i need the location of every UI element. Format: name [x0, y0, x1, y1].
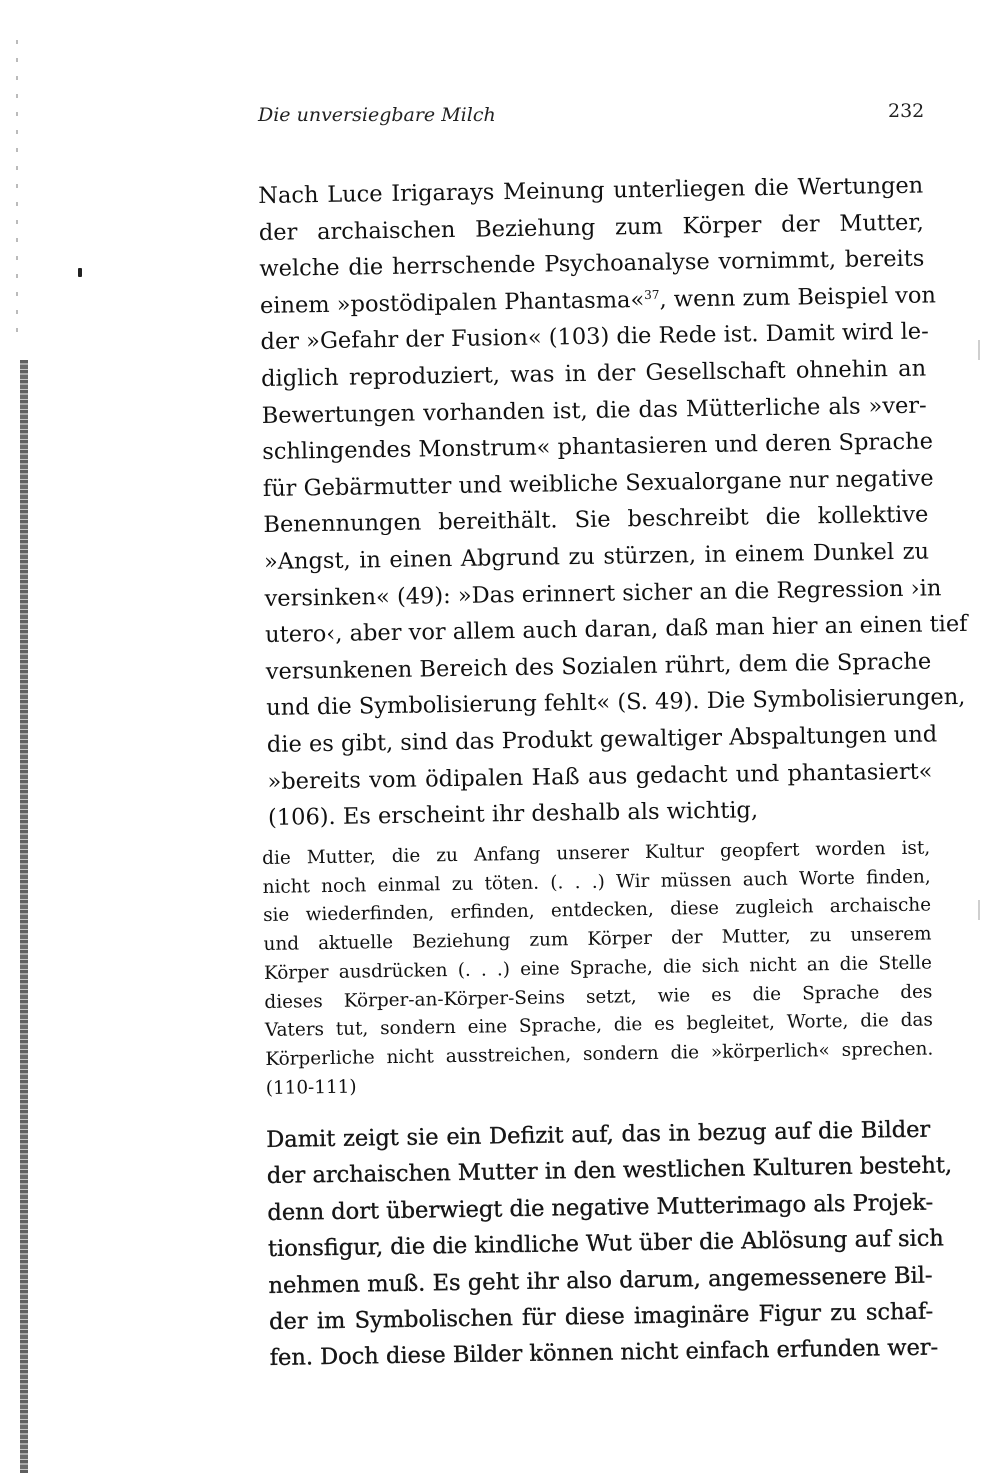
quote-line: Körperliche nicht ausstreichen, sondern die »körperlich« sprechen. — [265, 1038, 934, 1070]
text-line: für Gebärmutter und weibliche Sexualorgane nur negative — [262, 465, 934, 502]
text-line: Nach Luce Irigarays Meinung unterliegen die Wertungen — [258, 172, 924, 209]
text-line: und die Symbolisierung fehlt« (S. 49). Die Symbolisierungen, — [266, 684, 966, 722]
quote-line: Körper ausdrücken (. . .) eine Sprache, die sich nicht an die Stelle — [263, 952, 933, 984]
text-line: versinken« (49): »Das erinnert sicher an die Regression ›in — [264, 574, 942, 612]
block-quote — [262, 835, 934, 1104]
text-line: welche die herrschende Psychoanalyse vornimmt, bereits — [259, 245, 925, 283]
text-line: der archaischen Beziehung zum Körper der Mutter, — [258, 209, 924, 246]
text-line: fen. Doch diese Bilder können nicht einfach erfunden wer- — [269, 1334, 939, 1372]
quote-line: sie wiederfinden, erfinden, entdecken, diese zugleich archaische — [262, 894, 932, 927]
footnote-reference[interactable]: 37 — [644, 287, 660, 302]
text-line: schlingendes Monstrum« phantasieren und deren Sprache — [262, 428, 934, 466]
quote-line: die Mutter, die zu Anfang unserer Kultur geopfert worden ist, — [262, 837, 931, 869]
text-line: »bereits vom ödipalen Haß aus gedacht und phantasiert« — [267, 757, 933, 795]
text-line: diglich reproduziert, was in der Gesellschaft ohnehin an — [260, 355, 927, 392]
quote-line: und aktuelle Beziehung zum Körper der Mutter, zu unserem — [263, 923, 932, 956]
scan-binding-edge — [20, 360, 28, 1473]
scan-speck — [78, 268, 82, 277]
page-number: 232 — [888, 100, 925, 122]
text-line: der archaischen Mutter in den westlichen Kulturen besteht, — [266, 1152, 953, 1190]
scan-right-edge — [978, 60, 980, 1460]
text-line: »Angst, in einen Abgrund zu stürzen, in einem Dunkel zu — [263, 538, 930, 575]
text-line: versunkenen Bereich des Sozialen rührt, dem die Sprache — [265, 648, 932, 685]
text-line: Bewertungen vorhanden ist, die das Mütterliche als »ver- — [261, 392, 927, 429]
text-line: der im Symbolischen für diese imaginäre Figur zu schaf- — [268, 1298, 934, 1336]
text-line-end: , wenn zum Beispiel von — [659, 282, 937, 313]
continuation-paragraph — [266, 1112, 953, 1377]
text-line: tionsfigur, die die kindliche Wut über die Ablösung auf sich — [267, 1225, 945, 1263]
text-line: denn dort überwiegt die negative Mutterimago als Projek- — [267, 1189, 934, 1226]
quote-citation: (110-111) — [265, 1076, 357, 1099]
quote-line: dieses Körper-an-Körper-Seins setzt, wie es die Sprache des — [264, 981, 933, 1013]
scan-edge-marks — [16, 40, 18, 340]
text-line: nehmen muß. Es geht ihr also darum, angemessenere Bil- — [268, 1262, 933, 1299]
text-line: utero‹, aber vor allem auch daran, daß man hier an einen tief — [264, 611, 968, 649]
quote-line: Vaters tut, sondern eine Sprache, die es begleitet, Worte, die das — [264, 1009, 933, 1042]
text-line-start: einem »postödipalen Phantasma« — [259, 286, 645, 319]
main-paragraph — [258, 168, 968, 837]
text-line: Damit zeigt sie ein Defizit auf, das in bezug auf die Bilder — [266, 1116, 931, 1153]
text-line: (106). Es erscheint ihr deshalb als wichtig, — [267, 797, 759, 832]
running-title: Die unversiegbare Milch — [258, 104, 496, 126]
text-line: Benennungen bereithält. Sie beschreibt die kollektive — [263, 501, 929, 539]
text-line: der »Gefahr der Fusion« (103) die Rede ist. Damit wird le- — [260, 318, 929, 356]
quote-line: nicht noch einmal zu töten. (. . .) Wir müssen auch Worte finden, — [262, 866, 931, 898]
text-line: die es gibt, sind das Produkt gewaltiger Abspaltungen und — [266, 721, 938, 758]
